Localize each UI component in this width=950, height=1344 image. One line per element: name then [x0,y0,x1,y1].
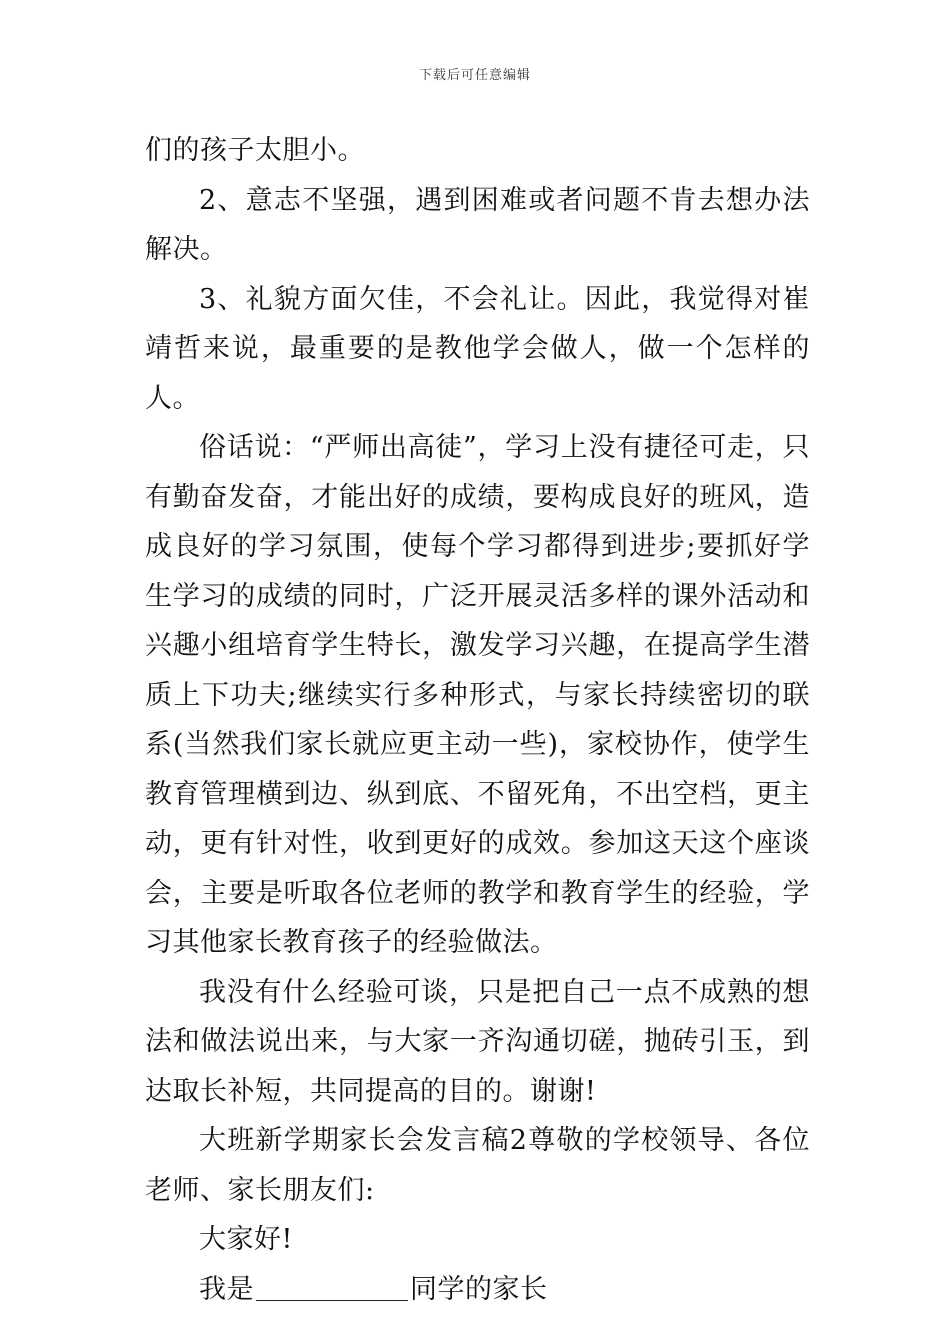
paragraph-6: 大班新学期家长会发言稿2尊敬的学校领导、各位老师、家长朋友们: [145,1125,810,1206]
paragraph-3: 3、礼貌方面欠佳，不会礼让。因此，我觉得对崔靖哲来说，最重要的是教他学会做人，做一个怎样的人。 [145,283,810,414]
page-header: 下载后可任意编辑 [418,68,531,83]
fill-in-blank [256,1274,408,1301]
last-line-prefix: 我是 [199,1273,254,1305]
last-line-suffix: 同学的家长 [410,1273,548,1305]
paragraph-1: 们的孩子太胆小。 [145,135,365,166]
paragraph-5: 我没有什么经验可谈，只是把自己一点不成熟的想法和做法说出来，与大家一齐沟通切磋，抛砖引玉，到达取长补短，共同提高的目的。谢谢! [145,976,810,1107]
document-body [145,126,810,1314]
paragraph-2: 2、意志不坚强，遇到困难或者问题不肯去想办法解决。 [145,184,810,265]
paragraph-7: 大家好! [199,1224,293,1255]
paragraph-4: 俗话说：“严师出高徒”，学习上没有捷径可走，只有勤奋发奋，才能出好的成绩，要构成良好的班风，造成良好的学习氛围，使每个学习都得到进步;要抓好学生学习的成绩的同时，广泛开展灵活多样的课外活动和兴趣小组培育学生特长，激发学习兴趣，在提高学生潜质上下功夫;继续实行多种形式，与家长持续密切的联系(当然我们家长就应更主动一些)，家校协作，使学生教育管理横到边、纵到底、不留死角，不出空档，更主动，更有针对性，收到更好的成效。参加这天这个座谈会，主要是听取各位老师的教学和教育学生的经验，学习其他家长教育孩子的经验做法。 [145,432,810,958]
paragraph-8 [145,1265,810,1315]
